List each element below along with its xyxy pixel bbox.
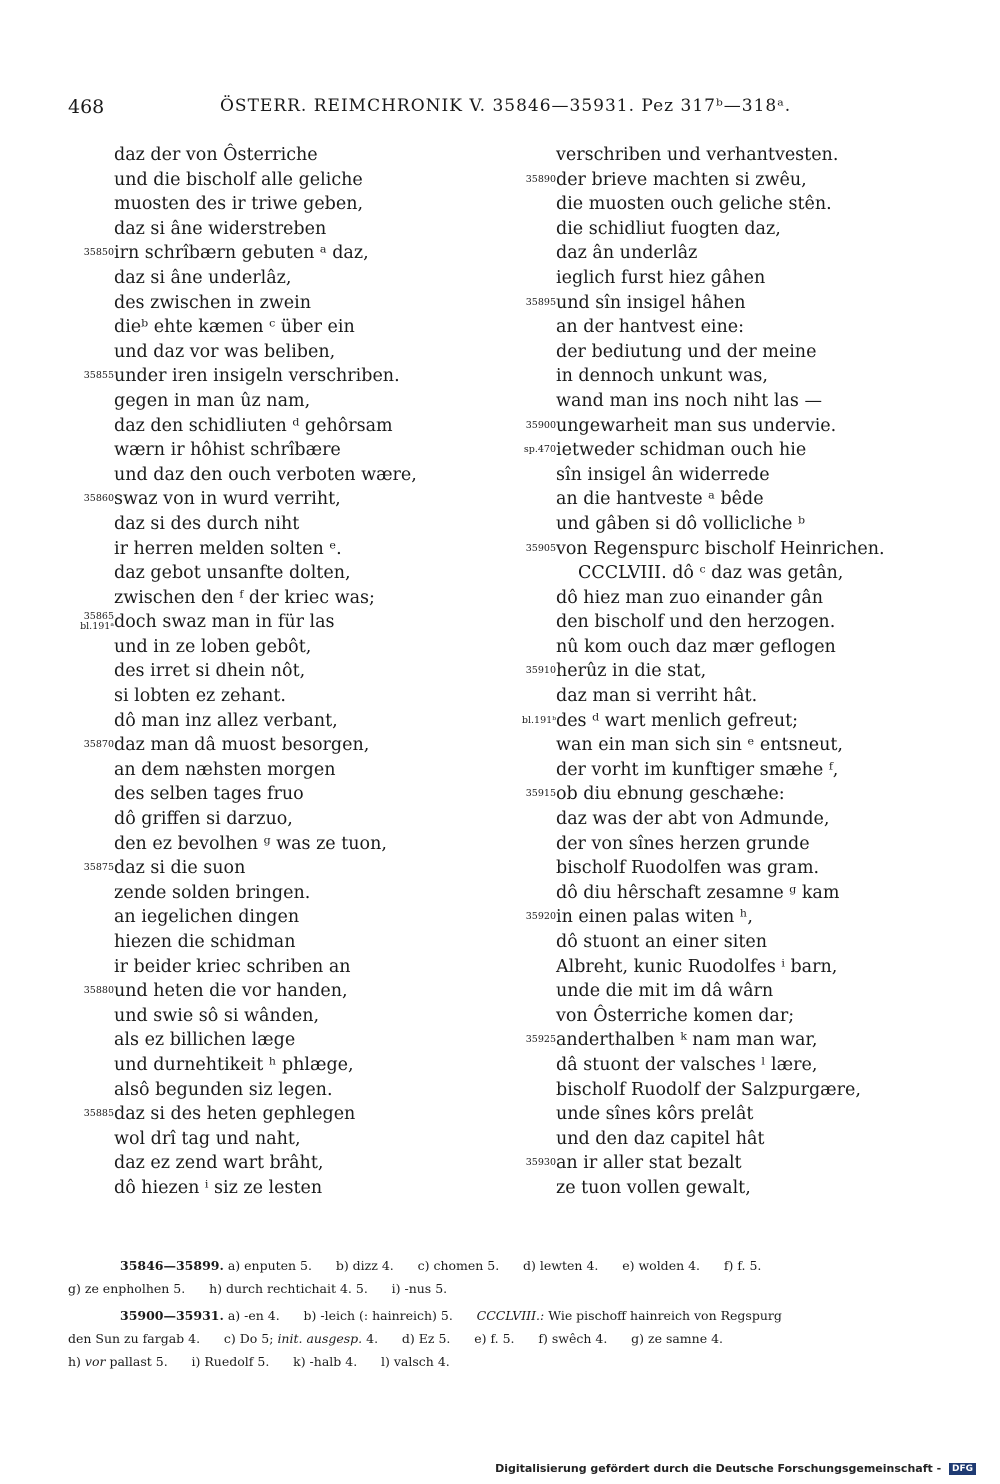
page-number: 468 — [68, 96, 105, 118]
apparatus-key: 35846—35899. — [120, 1258, 224, 1273]
verse-text: von Ôsterriche komen dar; — [556, 1005, 795, 1026]
verse-number: 35895 — [525, 296, 556, 308]
verse-line — [70, 782, 500, 807]
apparatus-line — [68, 1277, 936, 1300]
verse-text: an dem næhsten morgen — [114, 759, 336, 780]
verse-text: unde sînes kôrs prelât — [556, 1104, 754, 1125]
verse-text: und in ze loben gebôt, — [114, 636, 312, 657]
apparatus-italic: vor — [84, 1354, 106, 1369]
verse-text: doch swaz man in für las — [114, 612, 335, 633]
verse-line — [510, 340, 930, 365]
verse-text: an der hantvest eine: — [556, 317, 745, 338]
verse-text: daz man si verriht hât. — [556, 686, 758, 707]
verse-text: irn schrîbærn gebuten ᵃ daz, — [114, 243, 369, 264]
verse-line — [70, 1176, 500, 1201]
verse-line — [510, 1151, 930, 1176]
verse-line — [70, 1028, 500, 1053]
verse-text: nû kom ouch daz mær geflogen — [556, 636, 836, 657]
apparatus-block-2 — [68, 1304, 936, 1373]
verse-text: bischolf Ruodolfen was gram. — [556, 858, 820, 879]
verse-line — [510, 1078, 930, 1103]
verse-line — [510, 487, 930, 512]
verse-text: die muosten ouch geliche stên. — [556, 194, 832, 215]
apparatus-text: h) — [68, 1354, 85, 1369]
verse-line — [70, 635, 500, 660]
verse-text: und den daz capitel hât — [556, 1128, 765, 1149]
verse-line — [510, 266, 930, 291]
apparatus-text: a) -en 4. b) -leich (: hainreich) 5. — [227, 1308, 477, 1323]
verse-text: in dennoch unkunt was, — [556, 366, 768, 387]
verse-line — [70, 930, 500, 955]
verse-text: daz man dâ muost besorgen, — [114, 735, 370, 756]
verse-text: gegen in man ûz nam, — [114, 390, 311, 411]
verse-line — [510, 217, 930, 242]
verse-number: 35930 — [525, 1157, 556, 1169]
verse-number: 35920 — [525, 911, 556, 923]
verse-line — [510, 709, 930, 734]
verse-line — [70, 610, 500, 635]
apparatus-italic: CCCLVIII.: — [476, 1308, 549, 1323]
verse-text: daz gebot unsanfte dolten, — [114, 563, 351, 584]
verse-line — [510, 315, 930, 340]
verse-text: si lobten ez zehant. — [114, 686, 286, 707]
verse-text: sîn insigel ân widerrede — [556, 464, 770, 485]
verse-line — [510, 979, 930, 1004]
apparatus-italic: init. ausgesp. — [277, 1331, 363, 1346]
apparatus-key: 35900—35931. — [120, 1308, 224, 1323]
right-column — [510, 143, 930, 1201]
verse-line — [510, 1028, 930, 1053]
verse-text: und heten die vor handen, — [114, 981, 348, 1002]
verse-line — [510, 364, 930, 389]
verse-line — [70, 168, 500, 193]
verse-text: und gâben si dô vollicliche ᵇ — [556, 513, 805, 534]
verse-number: 35870 — [83, 739, 114, 751]
verse-number: 35890 — [525, 173, 556, 185]
verse-line — [510, 856, 930, 881]
verse-text: daz der von Ôsterriche — [114, 145, 318, 165]
apparatus-text: pallast 5. i) Ruedolf 5. k) -halb 4. l) valsch 4. — [105, 1354, 450, 1369]
verse-text: dô griffen si darzuo, — [114, 809, 293, 830]
apparatus-text: den Sun zu fargab 4. c) Do 5; — [68, 1331, 278, 1346]
verse-text: under iren insigeln verschriben. — [114, 366, 400, 387]
verse-line — [70, 414, 500, 439]
verse-text: den bischolf und den herzogen. — [556, 612, 836, 633]
verse-number-primary: 35865 — [83, 611, 114, 623]
digitization-credit — [495, 1462, 976, 1475]
verse-number: bl.191ᵇ — [521, 714, 556, 726]
verse-line — [70, 881, 500, 906]
verse-line — [70, 832, 500, 857]
verse-text: daz si des durch niht — [114, 513, 300, 534]
verse-text: daz ân underlâz — [556, 243, 698, 264]
verse-text: den ez bevolhen ᵍ was ze tuon, — [114, 833, 387, 854]
verse-text: des zwischen in zwein — [114, 292, 311, 313]
verse-text: als ez billichen læge — [114, 1030, 296, 1051]
apparatus-block-1 — [68, 1254, 936, 1300]
verse-text: und sîn insigel hâhen — [556, 292, 746, 313]
verse-text: swaz von in wurd verriht, — [114, 489, 341, 510]
verse-line — [70, 979, 500, 1004]
verse-line — [70, 561, 500, 586]
verse-line — [510, 905, 930, 930]
verse-text: alsô begunden siz legen. — [114, 1079, 333, 1100]
verse-text: daz was der abt von Admunde, — [556, 809, 830, 830]
verse-text: hiezen die schidman — [114, 932, 296, 952]
verse-text: unde die mit im dâ wârn — [556, 981, 774, 1002]
verse-text: Albreht, kunic Ruodolfes ⁱ barn, — [556, 956, 838, 977]
verse-line — [70, 1004, 500, 1029]
verse-line — [510, 955, 930, 980]
verse-line — [70, 266, 500, 291]
verse-text: und daz vor was beliben, — [114, 341, 336, 362]
dfg-logo: DFG — [949, 1463, 976, 1475]
verse-text: wand man ins noch niht las — — [556, 390, 822, 411]
verse-line — [510, 610, 930, 635]
verse-text: und daz den ouch verboten wære, — [114, 464, 417, 485]
verse-number: 35875 — [83, 862, 114, 874]
verse-text: dô hiez man zuo einander gân — [556, 587, 824, 608]
verse-text: an die hantveste ᵃ bêde — [556, 489, 764, 510]
verse-line — [510, 414, 930, 439]
verse-text: zwischen den ᶠ der kriec was; — [114, 587, 375, 608]
verse-number — [70, 610, 114, 632]
verse-number: 35925 — [525, 1034, 556, 1046]
verse-line — [70, 217, 500, 242]
verse-text: ietweder schidman ouch hie — [556, 440, 807, 461]
verse-text: ieglich furst hiez gâhen — [556, 267, 766, 288]
verse-number: 35850 — [83, 247, 114, 259]
verse-number: 35905 — [525, 542, 556, 554]
verse-line — [70, 684, 500, 709]
verse-text: an ir aller stat bezalt — [556, 1153, 742, 1174]
verse-line — [70, 955, 500, 980]
verse-text: an iegelichen dingen — [114, 907, 300, 928]
verse-text: anderthalben ᵏ nam man war, — [556, 1030, 818, 1051]
verse-text: daz si âne widerstreben — [114, 218, 327, 239]
verse-line — [70, 1053, 500, 1078]
verse-text: bischolf Ruodolf der Salzpurgære, — [556, 1079, 861, 1100]
verse-text: die schidliut fuogten daz, — [556, 218, 781, 239]
left-column — [70, 143, 500, 1201]
verse-text: dieᵇ ehte kæmen ᶜ über ein — [114, 317, 355, 338]
verse-text: und durnehtikeit ʰ phlæge, — [114, 1054, 354, 1075]
verse-line — [510, 832, 930, 857]
verse-line — [510, 561, 930, 586]
verse-line — [510, 881, 930, 906]
verse-line — [510, 463, 930, 488]
verse-line — [510, 291, 930, 316]
verse-line — [510, 659, 930, 684]
verse-line — [70, 315, 500, 340]
verse-number: 35900 — [525, 419, 556, 431]
verse-line — [70, 241, 500, 266]
verse-text: dô hiezen ⁱ siz ze lesten — [114, 1177, 323, 1198]
verse-line — [70, 1127, 500, 1152]
verse-line — [70, 487, 500, 512]
verse-text: und die bischolf alle geliche — [114, 169, 363, 190]
verse-text: zende solden bringen. — [114, 882, 311, 903]
verse-line — [510, 1053, 930, 1078]
verse-line — [70, 512, 500, 537]
apparatus-text: g) ze enpholhen 5. h) durch rechtichait 4. 5. i) -nus 5. — [68, 1281, 448, 1296]
verse-line — [510, 1176, 930, 1201]
verse-line — [510, 782, 930, 807]
verse-text: dâ stuont der valsches ˡ lære, — [556, 1054, 818, 1075]
verse-line — [510, 807, 930, 832]
verse-line — [510, 1004, 930, 1029]
running-head: ÖSTERR. REIMCHRONIK V. 35846—35931. Pez 317ᵇ—318ᵃ. — [220, 96, 792, 116]
verse-text: daz si die suon — [114, 858, 246, 879]
verse-line — [510, 758, 930, 783]
verse-line — [70, 709, 500, 734]
verse-text: wan ein man sich sin ᵉ entsneut, — [556, 735, 843, 756]
verse-line — [70, 463, 500, 488]
verse-line — [70, 1102, 500, 1127]
verse-text: daz den schidliuten ᵈ gehôrsam — [114, 415, 393, 436]
verse-text: wærn ir hôhist schrîbære — [114, 440, 341, 461]
verse-text: wol drî tag und naht, — [114, 1128, 301, 1149]
verse-line — [70, 389, 500, 414]
verse-line — [510, 241, 930, 266]
verse-number: 35860 — [83, 493, 114, 505]
verse-text: und swie sô si wânden, — [114, 1005, 320, 1026]
apparatus-line: a) enputen 5. b) dizz 4. c) chomen 5. d) lewten 4. e) wolden 4. f) f. 5. — [227, 1258, 762, 1273]
verse-number: 35855 — [83, 370, 114, 382]
verse-line — [510, 1102, 930, 1127]
verse-line — [510, 586, 930, 611]
credit-text: Digitalisierung gefördert durch die Deutsche Forschungsgemeinschaft - — [495, 1462, 942, 1475]
verse-text: ir herren melden solten ᵉ. — [114, 538, 342, 559]
verse-text: von Regenspurc bischolf Heinrichen. — [556, 538, 885, 559]
verse-line — [70, 143, 500, 168]
verse-text: daz si des heten gephlegen — [114, 1104, 356, 1125]
verse-line — [70, 364, 500, 389]
chapter-heading-line: CCCLVIII. dô ᶜ daz was getân, — [578, 563, 844, 584]
verse-line — [70, 659, 500, 684]
verse-line — [510, 389, 930, 414]
verse-line — [70, 537, 500, 562]
verse-text: daz si âne underlâz, — [114, 267, 292, 288]
verse-line — [70, 856, 500, 881]
verse-line — [70, 807, 500, 832]
verse-line — [70, 733, 500, 758]
verse-text: dô stuont an einer siten — [556, 932, 767, 952]
verse-number: 35910 — [525, 665, 556, 677]
verse-text: der von sînes herzen grunde — [556, 833, 810, 854]
verse-text: ungewarheit man sus undervie. — [556, 415, 837, 436]
verse-text: muosten des ir triwe geben, — [114, 194, 364, 215]
verse-number: sp.470 — [523, 444, 556, 456]
verse-text: des selben tages fruo — [114, 784, 304, 805]
apparatus-text: 4. d) Ez 5. e) f. 5. f) swêch 4. g) ze samne 4. — [362, 1331, 724, 1346]
verse-line — [510, 143, 930, 168]
verse-line — [510, 438, 930, 463]
verse-line — [510, 635, 930, 660]
verse-text: ir beider kriec schriben an — [114, 956, 351, 977]
verse-line — [70, 1151, 500, 1176]
verse-text: dô diu hêrschaft zesamne ᵍ kam — [556, 882, 840, 903]
verse-line — [70, 438, 500, 463]
verse-text: dô man inz allez verbant, — [114, 710, 338, 731]
verse-line — [70, 340, 500, 365]
verse-number: 35915 — [525, 788, 556, 800]
verse-text: des irret si dhein nôt, — [114, 661, 306, 682]
verse-line — [510, 733, 930, 758]
verse-number: 35885 — [83, 1108, 114, 1120]
verse-line — [510, 192, 930, 217]
folio-marker: bl.191ᵃ — [80, 621, 114, 633]
verse-text: in einen palas witen ʰ, — [556, 907, 753, 928]
verse-line — [510, 684, 930, 709]
verse-text: ze tuon vollen gewalt, — [556, 1177, 751, 1198]
verse-line — [510, 930, 930, 955]
verse-text: verschriben und verhantvesten. — [556, 145, 839, 165]
verse-number: 35880 — [83, 985, 114, 997]
verse-text: der bediutung und der meine — [556, 341, 817, 362]
verse-line — [510, 537, 930, 562]
verse-line — [510, 512, 930, 537]
verse-line — [70, 758, 500, 783]
verse-line — [70, 192, 500, 217]
verse-line — [70, 586, 500, 611]
verse-text: daz ez zend wart brâht, — [114, 1153, 324, 1174]
verse-text: des ᵈ wart menlich gefreut; — [556, 710, 799, 731]
verse-text: herûz in die stat, — [556, 661, 707, 682]
verse-line — [510, 168, 930, 193]
verse-text: der vorht im kunftiger smæhe ᶠ, — [556, 759, 839, 780]
apparatus-text: Wie pischoff hainreich von Regspurg — [548, 1308, 782, 1323]
verse-line — [70, 291, 500, 316]
verse-line — [70, 1078, 500, 1103]
verse-line — [70, 905, 500, 930]
verse-line — [510, 1127, 930, 1152]
verse-text: ob diu ebnung geschæhe: — [556, 784, 785, 805]
verse-text: der brieve machten si zwêu, — [556, 169, 807, 190]
